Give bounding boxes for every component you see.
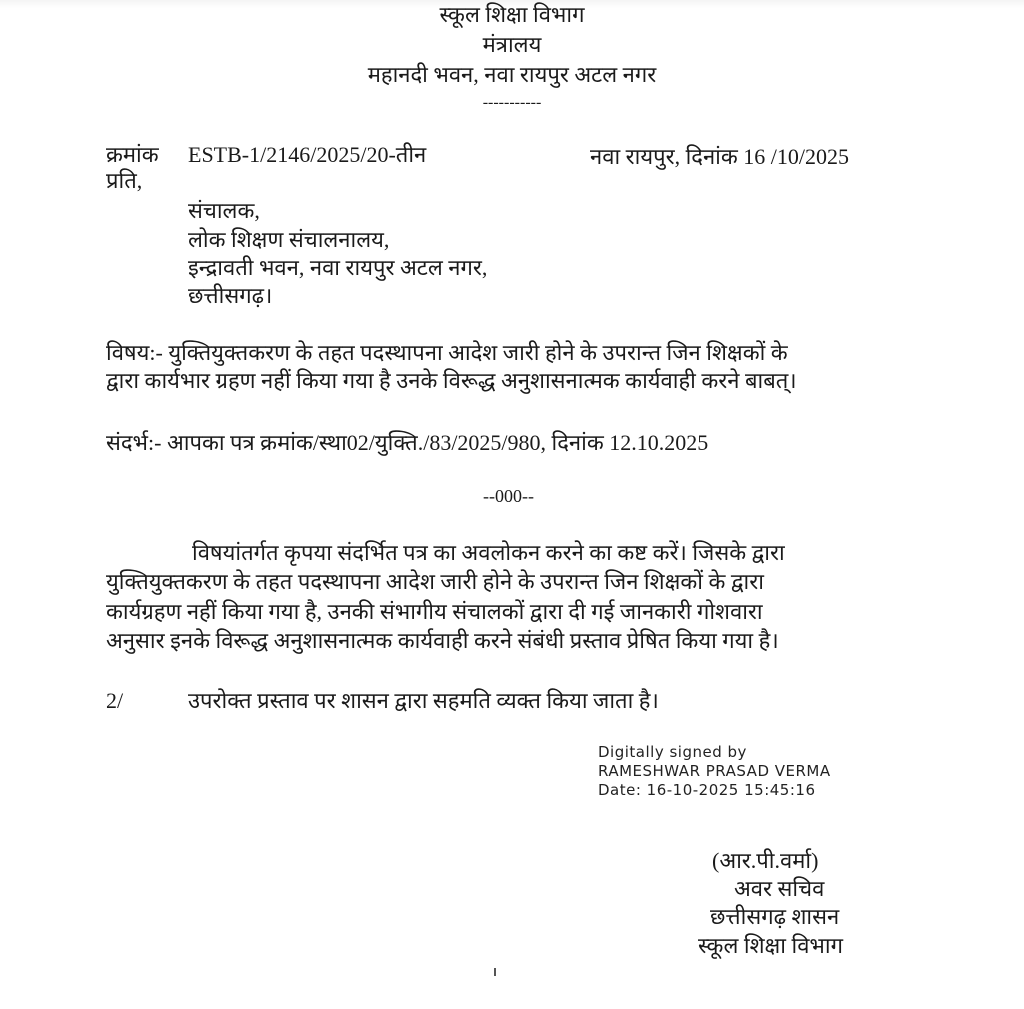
subject-line: विषय:- युक्तियुक्तकरण के तहत पदस्थापना आदेश जारी होने के उपरान्त जिन शिक्षकों के bbox=[106, 340, 788, 365]
recipient-line: संचालक, bbox=[188, 198, 260, 223]
header-address: महानदी भवन, नवा रायपुर अटल नगर bbox=[367, 62, 657, 87]
reference-number-label: क्रमांक bbox=[106, 142, 159, 167]
body-line: विषयांतर्गत कृपया संदर्भित पत्र का अवलोकन करने का कष्ट करें। जिसके द्वारा bbox=[192, 540, 785, 565]
para2-number: 2/ bbox=[106, 688, 124, 713]
body-line: युक्तियुक्तकरण के तहत पदस्थापना आदेश जारी होने के उपरान्त जिन शिक्षकों के द्वारा bbox=[106, 569, 764, 594]
reference-number: ESTB-1/2146/2025/20-तीन bbox=[188, 142, 427, 167]
recipient-line: लोक शिक्षण संचालनालय, bbox=[188, 227, 390, 252]
signatory-designation: अवर सचिव bbox=[734, 876, 825, 901]
separator: --000-- bbox=[483, 486, 534, 506]
subject-line: द्वारा कार्यभार ग्रहण नहीं किया गया है उनके विरूद्ध अनुशासनात्मक कार्यवाही करने बाबत्। bbox=[106, 368, 797, 393]
signatory-name: (आर.पी.वर्मा) bbox=[712, 848, 819, 873]
header-divider: ----------- bbox=[482, 94, 542, 111]
recipient-line: इन्द्रावती भवन, नवा रायपुर अटल नगर, bbox=[188, 255, 488, 280]
body-line: अनुसार इनके विरूद्ध अनुशासनात्मक कार्यवाही करने संबंधी प्रस्ताव प्रेषित किया गया है। bbox=[106, 628, 779, 653]
signatory-govt: छत्तीसगढ़ शासन bbox=[710, 904, 840, 929]
digital-signature-name: RAMESHWAR PRASAD VERMA bbox=[598, 762, 831, 780]
header-department: स्कूल शिक्षा विभाग bbox=[439, 2, 585, 27]
digital-signature-line: Digitally signed by bbox=[598, 743, 747, 761]
digital-signature-date: Date: 16-10-2025 15:45:16 bbox=[598, 781, 816, 799]
header-ministry: मंत्रालय bbox=[482, 32, 542, 57]
sandarbh-reference: संदर्भ:- आपका पत्र क्रमांक/स्था02/युक्ति./83/2025/980, दिनांक 12.10.2025 bbox=[106, 430, 709, 455]
recipient-to: प्रति, bbox=[106, 168, 143, 193]
signatory-dept: स्कूल शिक्षा विभाग bbox=[698, 933, 843, 958]
scan-mark bbox=[494, 968, 496, 976]
place-date: नवा रायपुर, दिनांक 16 /10/2025 bbox=[590, 144, 849, 169]
recipient-line: छत्तीसगढ़। bbox=[188, 283, 273, 308]
body-line: कार्यग्रहण नहीं किया गया है, उनकी संभागीय संचालकों द्वारा दी गई जानकारी गोशवारा bbox=[106, 599, 763, 624]
para2-text: उपरोक्त प्रस्ताव पर शासन द्वारा सहमति व्यक्त किया जाता है। bbox=[188, 688, 659, 713]
